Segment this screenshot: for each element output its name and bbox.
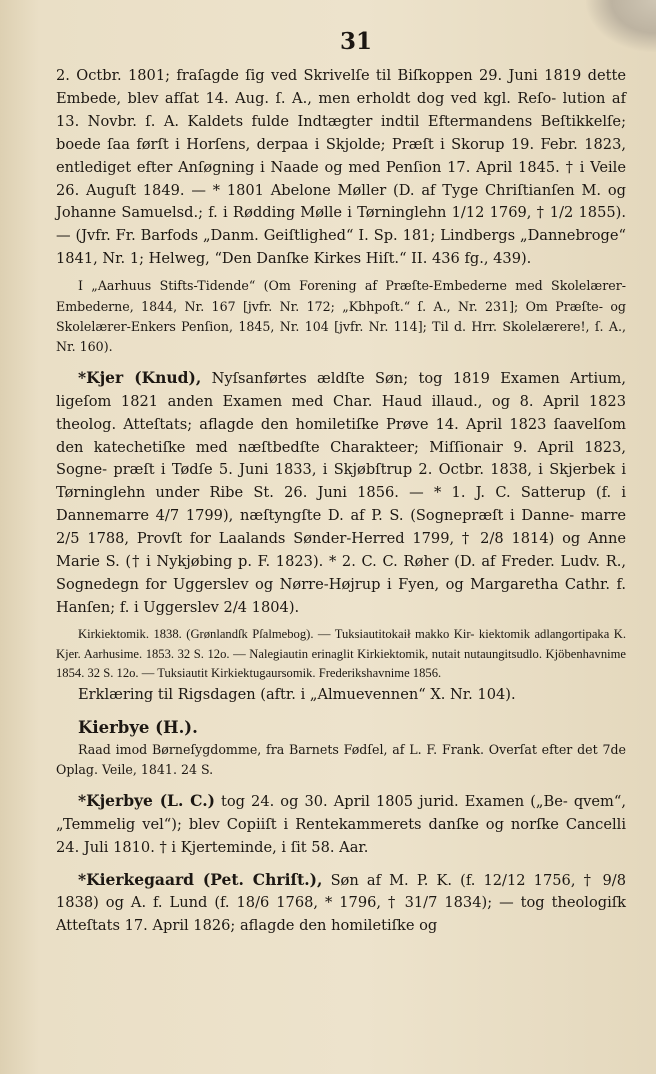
page-number: 31 [339,28,372,55]
entry-kjerbye-lc [56,790,626,860]
paragraph-greenlandic-works: Kirkiektomik. 1838. (Grønlandſk Pſalmebog). — Tuksiautitokaił makko Kir- kiektomik adlangortipaka K. Kjer. Aarhusime. 1853. 32 S. 12o. — Nalegiautin erinaglit Kirkiektomik, nutait nutaungitsudlo. Kjöbenhavnime 1854. 32 S. 12o. — Tuksiautit Kirkiektugaursomik. Frederikshavnime 1856. [56,626,626,681]
entry-kierkegaard-pet-christ [56,869,626,939]
entry-body-kierbye-h: Raad imod Børneſygdomme, fra Barnets Fødſel, af L. F. Frank. Overſat efter det 7de Oplag. Veile, 1841. 24 S. [56,742,626,778]
entry-heading-kjer-knud: *Kjer (Knud), [78,367,202,387]
paragraph-publications-stiftstidende: I „Aarhuus Stifts-Tidende“ (Om Forening af Præſte-Embederne med Skolelærer-Embederne, 1844, Nr. 167 [jvfr. Nr. 172; „Kbhpoſt.“ ſ. A., Nr. 231]; Om Præſte- og Skolelærer-Enkers Penſion, 1845, Nr. 104 [jvfr. Nr. 114]; Til d. Hrr. Skolelærere!, ſ. A., Nr. 160). [56,278,626,355]
entry-kjer-knud [56,367,626,620]
page-corner-curl [586,0,656,52]
paragraph-erklaering: Erklæring til Rigsdagen (aftr. i „Almuevennen“ X. Nr. 104). [78,686,516,704]
entry-body-kjer-knud: Nyſsanførtes ældſte Søn; tog 1819 Examen Artium, ligeſom 1821 anden Examen med Char. Haud illaud., og 8. April 1823 theolog. Atteſtats; aflagde den homiletiſke Prøve 14. April 1823 ſaavelſom den katechetiſke med næſtbedſte Charakteer; Miſſionair 9. April 1823, Sogne- præſt i Tødſe 5. Juni 1833, i Skjøbſtrup 2. Octbr. 1838, i Skjerbek i Tørninglehn under Ribe St. 26. Juni 1856. — * 1. J. C. Satterup (f. i Dannemarre 4/7 1799), næſtyngſte D. af P. S. (Sognepræſt i Danne- marre 2/5 1788, Provſt for Laalands Sønder-Herred 1799, † 2/8 1814) og Anne Marie S. († i Nykjøbing p. F. 1823). * 2. C. C. Røher (D. af Freder. Ludv. R., Sognedegn for Uggerslev og Nørre-Højrup i Fyen, og Margaretha Cathr. f. Hanſen; f. i Uggerslev 2/4 1804). [56,369,626,616]
entry-body-kjerbye-lc: tog 24. og 30. April 1805 jurid. Examen („Be- qvem“, „Temmelig vel“); blev Copiiſt i Rentekammerets danſke og norſke Cancelli 24. Juli 1810. † i Kjerteminde, i ſit 58. Aar. [56,792,626,856]
entry-heading-kjerbye-lc: *Kjerbye (L. C.) [78,790,215,810]
entry-heading-kierkegaard: *Kierkegaard (Pet. Chriſt.), [78,869,323,889]
entry-heading-kierbye-h: Kierbye (H.). [78,718,198,738]
paragraph-continuation: 2. Octbr. 1801; fraſagde ſig ved Skrivelſe til Biſkoppen 29. Juni 1819 dette Embede, blev afſat 14. Aug. ſ. A., men erholdt dog ved kgl. Reſo- lution af 13. Novbr. ſ. A. Kaldets fulde Indtægter indtil Eftermandens Beſtikkelſe; boede ſaa førſt i Horſens, derpaa i Skjolde; Præſt i Skorup 19. Febr. 1823, entlediget efter Anſøgning i Naade og med Penſion 17. April 1845. † i Veile 26. Auguſt 1849. — * 1801 Abelone Møller (D. af Tyge Chriſtianſen M. og Johanne Samuelsd.; f. i Rødding Mølle i Tørninglehn 1/12 1769, † 1/2 1855). — (Jvfr. Fr. Barfods „Danm. Geiſtlighed“ I. Sp. 181; Lindbergs „Dannebroge“ 1841, Nr. 1; Helweg, “Den Danſke Kirkes Hiſt.“ II. 436 fg., 439). [56,67,626,268]
entry-body-kierkegaard: Søn af M. P. K. (f. 12/12 1756, † 9/8 1838) og A. f. Lund (f. 18/6 1768, * 1796, † 31/7 1834); — tog theologiſk Atteſtats 17. April 1826; aflagde den homiletiſke og [56,871,627,935]
